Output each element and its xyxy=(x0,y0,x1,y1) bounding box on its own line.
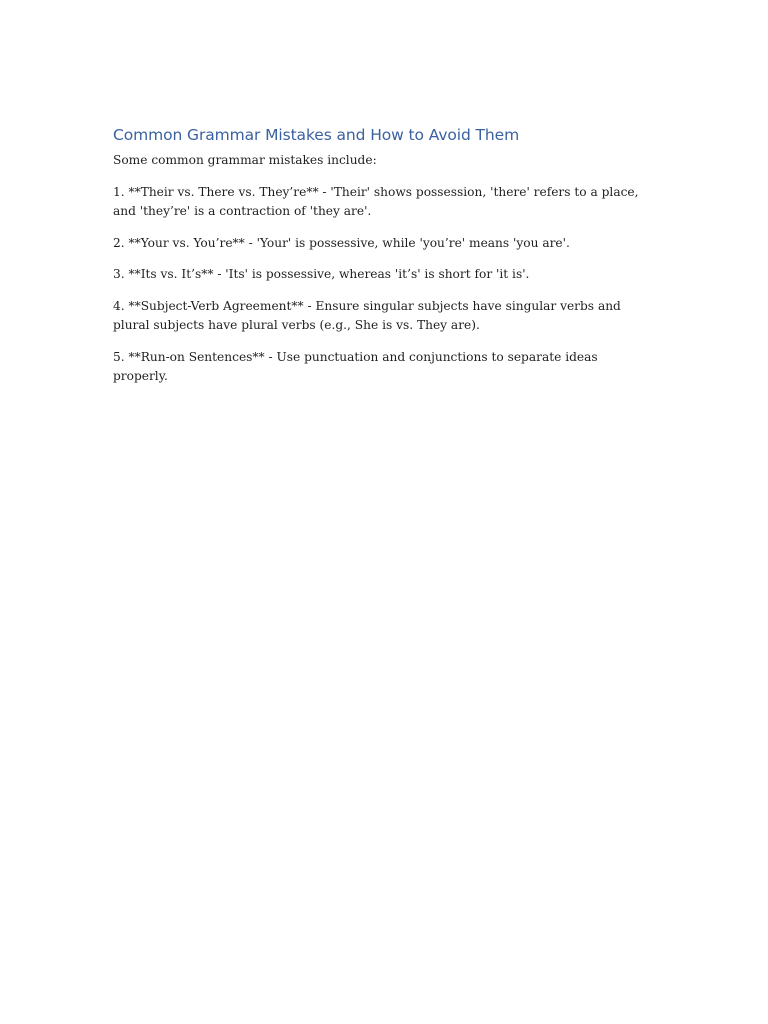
list-item-subject-verb-agreement: 4. **Subject-Verb Agreement** - Ensure singular subjects have singular verbs and plural subjects have plural verbs (e.g., She is vs. They are). xyxy=(113,298,621,332)
document-body xyxy=(113,124,643,399)
list-item-its-its: 3. **Its vs. It’s** - 'Its' is possessive, whereas 'it’s' is short for 'it is'. xyxy=(113,267,530,281)
document-title: Common Grammar Mistakes and How to Avoid Them xyxy=(113,126,520,144)
list-item-their-there-theyre: 1. **Their vs. There vs. They’re** - 'Their' shows possession, 'there' refers to a place, and 'they’re' is a contraction of 'they are'. xyxy=(113,184,639,218)
intro-paragraph: Some common grammar mistakes include: xyxy=(113,153,377,167)
list-item-run-on-sentences: 5. **Run-on Sentences** - Use punctuation and conjunctions to separate ideas properly. xyxy=(113,349,598,383)
list-item-your-youre: 2. **Your vs. You’re** - 'Your' is possessive, while 'you’re' means 'you are'. xyxy=(113,235,570,250)
